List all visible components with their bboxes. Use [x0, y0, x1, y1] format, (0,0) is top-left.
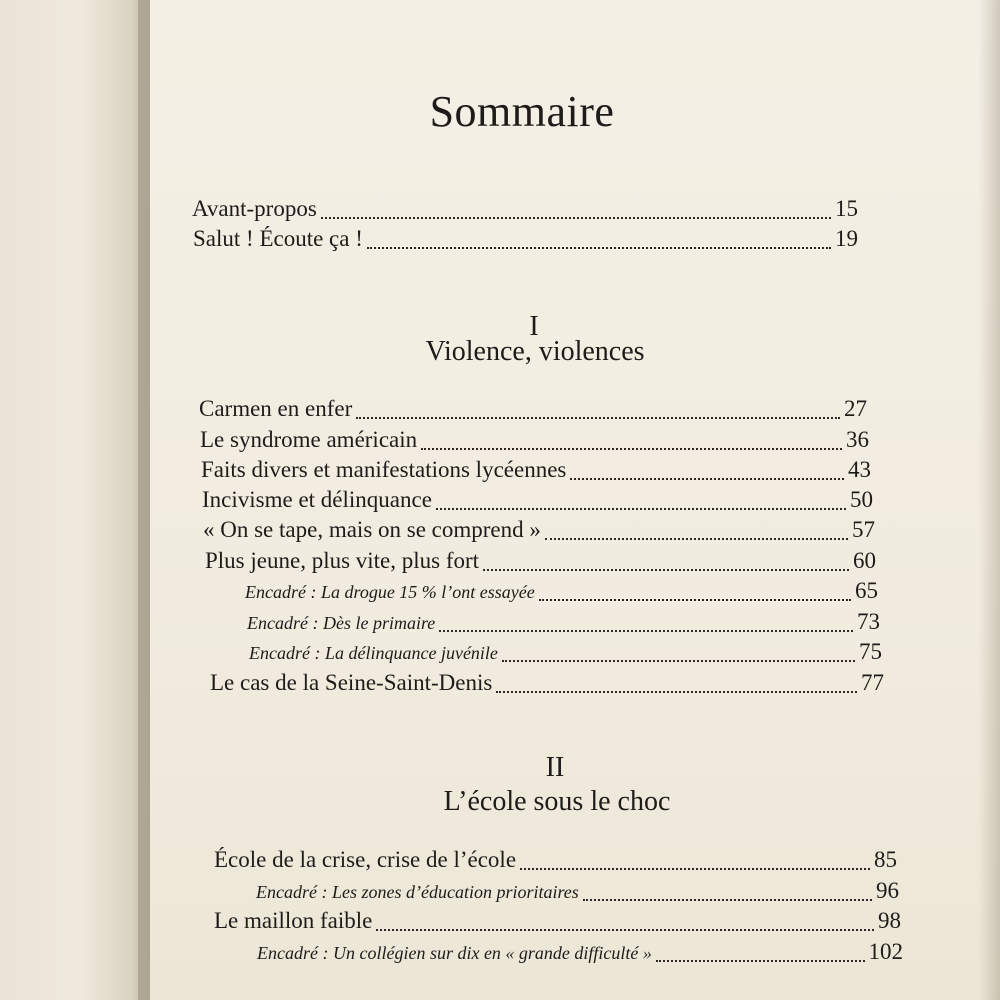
dot-leader	[367, 247, 831, 249]
toc-entry-label: Encadré : La délinquance juvénile	[249, 643, 498, 663]
dot-leader	[570, 478, 844, 480]
toc-entry-label: « On se tape, mais on se comprend »	[203, 517, 541, 542]
dot-leader	[496, 691, 857, 693]
toc-entry-label: Carmen en enfer	[199, 396, 353, 421]
toc-entry-page: 102	[868, 939, 903, 964]
toc-entry-label: Salut ! Écoute ça !	[193, 226, 363, 251]
toc-entry	[203, 517, 875, 547]
page-title: Sommaire	[429, 87, 615, 136]
toc-entry	[202, 487, 873, 517]
dot-leader	[439, 630, 853, 632]
toc-entry-page: 57	[852, 517, 875, 542]
toc-entry	[199, 396, 867, 426]
toc-entry-page: 85	[874, 847, 897, 872]
toc-entry-label: Le maillon faible	[214, 908, 373, 933]
toc-entry	[210, 670, 884, 700]
toc-entry-label: Faits divers et manifestations lycéennes	[201, 457, 567, 482]
toc-entry	[214, 908, 901, 938]
toc-subentry	[245, 578, 878, 608]
dot-leader	[502, 660, 855, 662]
toc-entry-label: Le cas de la Seine-Saint-Denis	[210, 670, 493, 695]
toc-entry-page: 98	[878, 908, 901, 933]
dot-leader	[583, 899, 872, 901]
toc-entry-page: 43	[848, 457, 871, 482]
toc-subentry	[247, 609, 880, 639]
toc-entry-label: Encadré : Un collégien sur dix en « grande difficulté »	[257, 943, 652, 963]
dot-leader	[356, 417, 840, 419]
section-title: L’école sous le choc	[443, 786, 671, 817]
toc-entry	[214, 847, 897, 877]
toc-entry-page: 65	[855, 578, 878, 603]
section-number: I	[529, 311, 539, 342]
toc-entry-page: 36	[846, 427, 869, 452]
dot-leader	[483, 569, 849, 571]
toc-entry-label: Plus jeune, plus vite, plus fort	[205, 548, 480, 573]
dot-leader	[520, 868, 870, 870]
toc-entry	[201, 457, 871, 487]
toc-entry-page: 75	[859, 639, 882, 664]
toc-entry	[205, 548, 876, 578]
toc-entry-label: Encadré : Dès le primaire	[247, 613, 436, 633]
toc-entry-page: 77	[861, 670, 884, 695]
toc-entry-label: Incivisme et délinquance	[202, 487, 432, 512]
toc-subentry	[249, 639, 882, 669]
toc-entry-page: 27	[844, 396, 867, 421]
toc-entry-page: 19	[835, 226, 858, 251]
toc-entry-page: 73	[857, 609, 880, 634]
toc-entry	[193, 226, 858, 256]
dot-leader	[421, 448, 842, 450]
dot-leader	[376, 929, 874, 931]
toc-entry-page: 60	[853, 548, 876, 573]
toc-entry-label: Encadré : La drogue 15 % l’ont essayée	[245, 582, 535, 602]
dot-leader	[545, 538, 848, 540]
section-title: Violence, violences	[425, 336, 645, 367]
toc-entry	[200, 427, 869, 457]
toc-entry-label: École de la crise, crise de l’école	[214, 847, 517, 872]
toc-entry-label: Encadré : Les zones d’éducation prioritaires	[256, 882, 579, 902]
section-number: II	[545, 752, 565, 783]
toc-entry	[192, 196, 858, 226]
toc-entry-page: 96	[876, 878, 899, 903]
toc-entry-label: Avant-propos	[192, 196, 317, 221]
dot-leader	[539, 599, 851, 601]
toc-subentry	[256, 878, 899, 908]
dot-leader	[321, 217, 831, 219]
dot-leader	[436, 508, 846, 510]
toc-subentry	[257, 939, 903, 969]
toc-entry-page: 50	[850, 487, 873, 512]
toc-entry-page: 15	[835, 196, 858, 221]
dot-leader	[656, 960, 865, 962]
toc-entry-label: Le syndrome américain	[200, 427, 418, 452]
